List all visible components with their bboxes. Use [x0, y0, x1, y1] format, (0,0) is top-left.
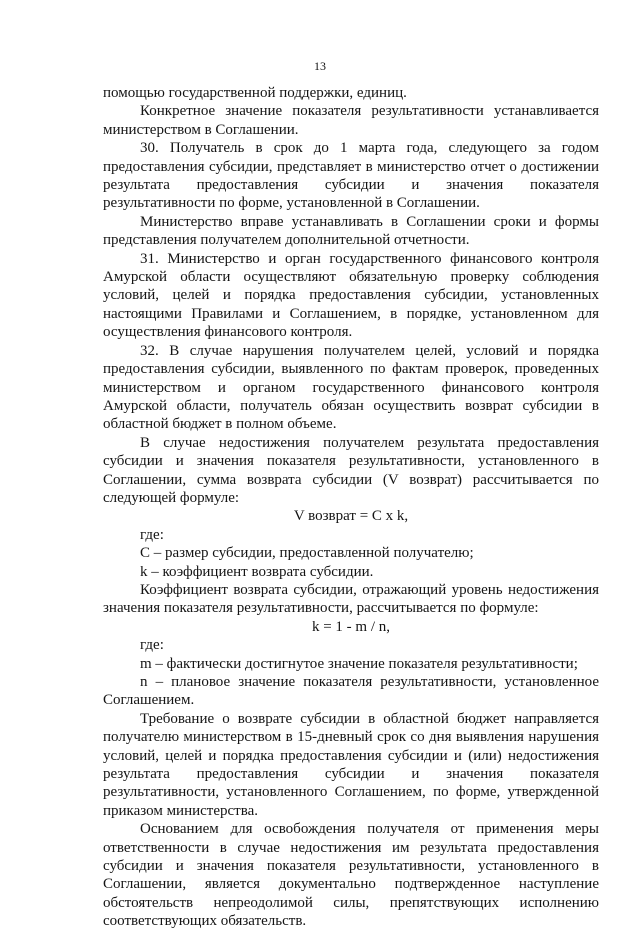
- paragraph-coefficient: Коэффициент возврата субсидии, отражающий уровень недостижения значения показателя результативности, рассчитывается по формуле:: [103, 581, 599, 617]
- paragraph-continuation: помощью государственной поддержки, единиц.: [103, 85, 407, 101]
- paragraph-force-majeure: Основанием для освобождения получателя от применения меры ответственности в случае недостижения им результата предоставления субсидии и значения показателя результативности, установленного в Соглашении, является документально подтвержденное наступление обстоятельств непреодолимой силы, препятствующих исполнению соответствующих обязательств.: [103, 821, 599, 930]
- formula-return-amount: V возврат = С x k,: [293, 508, 409, 525]
- paragraph-clause-30: 30. Получатель в срок до 1 марта года, следующего за годом предоставления субсидии, представляет в министерство отчет о достижении результата предоставления субсидии и значения показателя результативности по форме, установленной в Соглашении.: [103, 140, 599, 212]
- formula-coefficient: k = 1 - m / n,: [311, 618, 391, 635]
- paragraph-return-demand: Требование о возврате субсидии в областной бюджет направляется получателю министерством в 15-дневный срок со дня выявления нарушения условий, целей и порядка предоставления субсидии и (или) недостижения результата предоставления субсидии и значения показателя результативности, установленного Соглашением, по форме, утвержденной приказом министерства.: [103, 710, 599, 819]
- definition-n: n – плановое значение показателя результативности, установленное Соглашением.: [103, 674, 599, 709]
- definition-c: С – размер субсидии, предоставленной получателю;: [140, 545, 474, 562]
- paragraph-clause-31: 31. Министерство и орган государственного финансового контроля Амурской области осуществляют обязательную проверку соблюдения условий, целей и порядка предоставления субсидии, установленных настоящими Правилами и Соглашением, в порядке, установленном для осуществления финансового контроля.: [103, 250, 599, 341]
- definition-k: k – коэффициент возврата субсидии.: [140, 563, 374, 580]
- document-body: [103, 84, 599, 931]
- paragraph-return-calculation: В случае недостижения получателем результата предоставления субсидии и значения показателя результативности, установленного в Соглашении, сумма возврата субсидии (V возврат) рассчитывается по следующей формуле:: [103, 434, 599, 506]
- paragraph-indicator-value: Конкретное значение показателя результативности устанавливается министерством в Соглашении.: [103, 103, 599, 138]
- where-label: где:: [140, 526, 164, 543]
- paragraph-extra-reporting: Министерство вправе устанавливать в Соглашении сроки и формы представления получателем дополнительной отчетности.: [103, 213, 599, 249]
- definition-m: m – фактически достигнутое значение показателя результативности;: [140, 655, 578, 672]
- page-number: 13: [314, 59, 326, 73]
- where-label-2: где:: [140, 637, 164, 654]
- paragraph-clause-32: 32. В случае нарушения получателем целей, условий и порядка предоставления субсидии, выявленного по фактам проверок, проведенных министерством и органом государственного финансового контроля Амурской области, получатель обязан осуществить возврат субсидии в областной бюджет в полном объеме.: [103, 342, 599, 433]
